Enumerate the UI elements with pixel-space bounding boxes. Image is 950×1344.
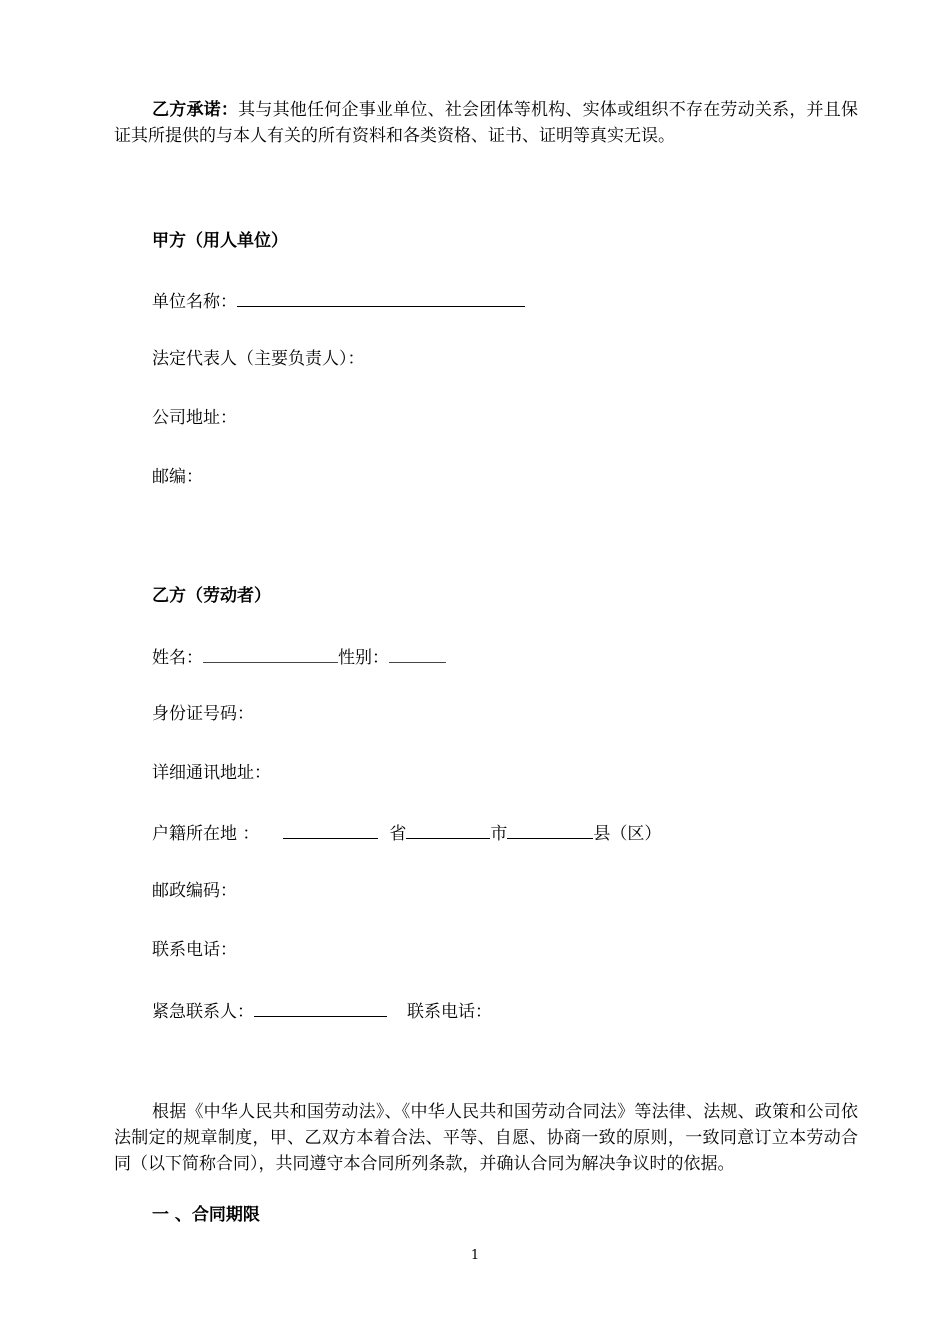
name-gender-line <box>152 645 446 669</box>
section-one-heading: 一 、合同期限 <box>152 1205 260 1225</box>
name-label: 姓名： <box>152 648 203 668</box>
gender-blank[interactable] <box>389 645 446 663</box>
party-a-heading: 甲方（用人单位） <box>152 231 288 251</box>
party-b-heading: 乙方（劳动者） <box>152 586 271 606</box>
name-blank[interactable] <box>203 645 338 663</box>
commitment-text: 其与其他任何企事业单位、社会团体等机构、实体或组织不存在劳动关系，并且保证其所提供的与本人有关的所有资料和各类资格、证书、证明等真实无误。 <box>114 100 858 146</box>
company-address-label: 公司地址： <box>152 408 237 428</box>
emergency-contact-line <box>152 999 492 1023</box>
unit-name-label: 单位名称： <box>152 292 237 312</box>
basis-paragraph: 根据《中华人民共和国劳动法》、《中华人民共和国劳动合同法》等法律、法规、政策和公司依法制定的规章制度，甲、乙双方本着合法、平等、自愿、协商一致的原则，一致同意订立本劳动合同（以下简称合同），共同遵守本合同所列条款，并确认合同为解决争议时的依据。 <box>114 1102 858 1174</box>
county-blank[interactable] <box>507 821 593 839</box>
emergency-contact-blank[interactable] <box>254 999 387 1017</box>
city-blank[interactable] <box>406 821 490 839</box>
unit-name-line <box>152 289 525 313</box>
commitment-lead: 乙方承诺： <box>152 100 239 120</box>
party-a-postcode-label: 邮编： <box>152 467 203 487</box>
gender-label: 性别： <box>338 648 389 668</box>
province-blank[interactable] <box>283 821 378 839</box>
unit-name-blank[interactable] <box>237 289 525 307</box>
province-label: 省 <box>389 824 407 844</box>
party-b-postcode-label: 邮政编码： <box>152 881 237 901</box>
county-label: 县（区） <box>593 824 662 844</box>
hukou-label: 户籍所在地 ： <box>152 824 260 844</box>
city-label: 市 <box>490 824 508 844</box>
id-number-label: 身份证号码： <box>152 704 254 724</box>
hukou-line <box>152 821 661 845</box>
legal-rep-label: 法定代表人（主要负责人）： <box>152 349 365 369</box>
emergency-contact-label: 紧急联系人： <box>152 1002 254 1022</box>
commitment-paragraph <box>114 97 858 149</box>
page-number: 1 <box>470 1248 480 1263</box>
phone-label: 联系电话： <box>152 940 237 960</box>
emergency-phone-label: 联系电话： <box>407 1002 492 1022</box>
mailing-address-label: 详细通讯地址： <box>152 763 271 783</box>
